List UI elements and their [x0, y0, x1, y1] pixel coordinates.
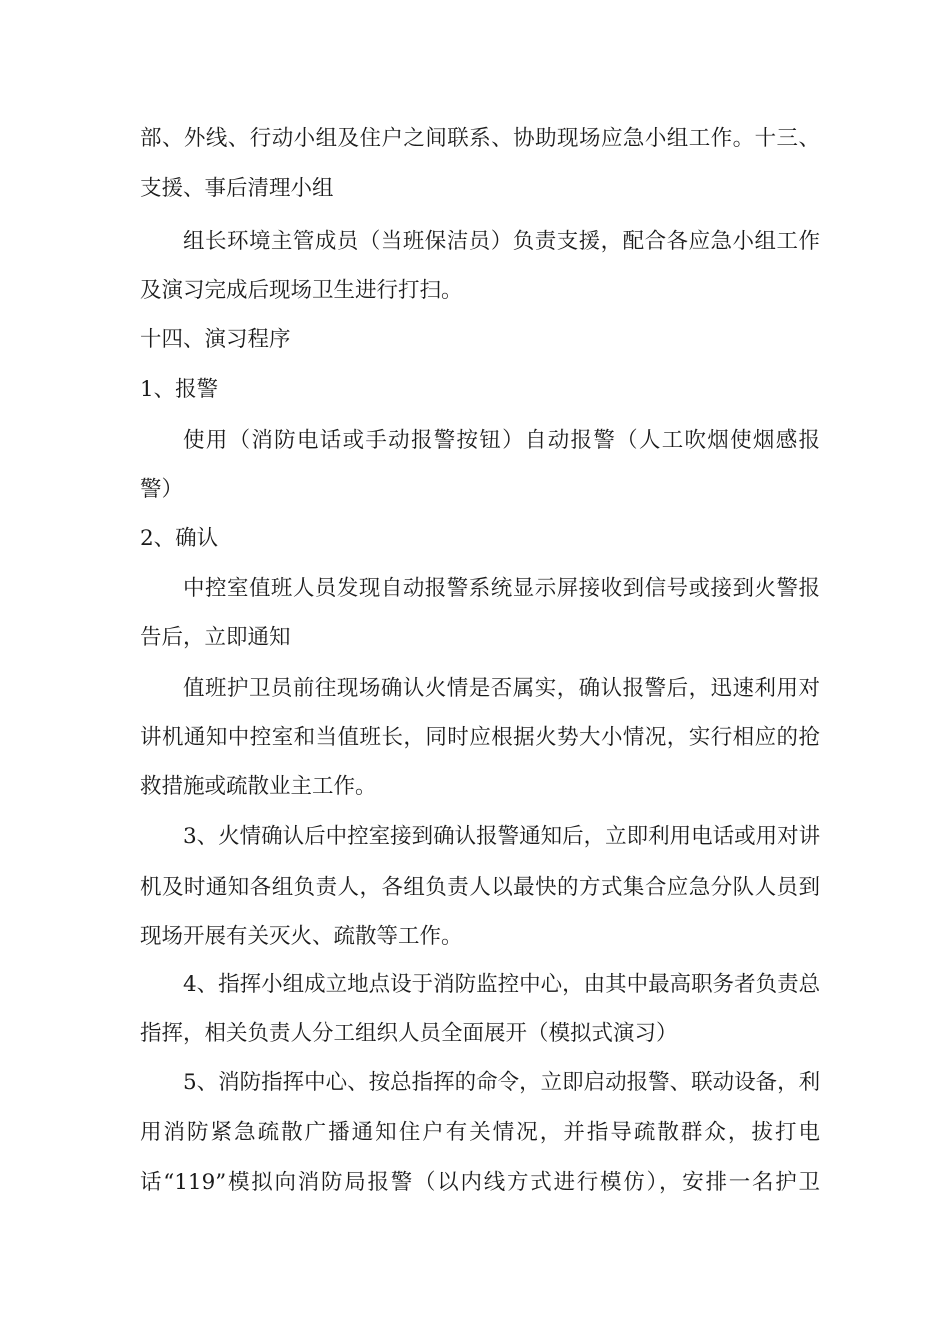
subsection-heading: 2、确认	[140, 526, 219, 551]
text-line: 现场开展有关灭火、疏散等工作。	[140, 924, 463, 949]
text-line: 救措施或疏散业主工作。	[140, 774, 377, 799]
text-line: 3、火情确认后中控室接到确认报警通知后，立即利用电话或用对讲	[183, 824, 821, 849]
text-line: 4、指挥小组成立地点设于消防监控中心，由其中最高职务者负责总	[183, 972, 821, 997]
text-line: 部、外线、行动小组及住户之间联系、协助现场应急小组工作。十三、	[140, 126, 820, 151]
text-line: 使用（消防电话或手动报警按钮）自动报警（人工吹烟使烟感报	[183, 428, 820, 453]
section-heading: 支援、事后清理小组	[140, 176, 334, 201]
text-line: 讲机通知中控室和当值班长，同时应根据火势大小情况，实行相应的抢	[140, 725, 820, 750]
text-line: 警）	[140, 477, 184, 502]
text-line: 值班护卫员前往现场确认火情是否属实，确认报警后，迅速利用对	[183, 676, 820, 701]
text-line: 中控室值班人员发现自动报警系统显示屏接收到信号或接到火警报	[183, 576, 820, 601]
text-line: 话“119”模拟向消防局报警（以内线方式进行模仿），安排一名护卫	[140, 1170, 820, 1195]
section-heading: 十四、演习程序	[140, 327, 291, 352]
text-line: 及演习完成后现场卫生进行打扫。	[140, 278, 463, 303]
text-line: 机及时通知各组负责人，各组负责人以最快的方式集合应急分队人员到	[140, 875, 820, 900]
text-line: 5、消防指挥中心、按总指挥的命令，立即启动报警、联动设备，利	[183, 1070, 821, 1095]
subsection-heading: 1、报警	[140, 377, 219, 402]
text-line: 指挥，相关负责人分工组织人员全面展开（模拟式演习）	[140, 1021, 678, 1046]
text-line: 告后，立即通知	[140, 625, 291, 650]
text-line: 用消防紧急疏散广播通知住户有关情况，并指导疏散群众，拔打电	[140, 1120, 820, 1145]
text-line: 组长环境主管成员（当班保洁员）负责支援，配合各应急小组工作	[183, 229, 820, 254]
